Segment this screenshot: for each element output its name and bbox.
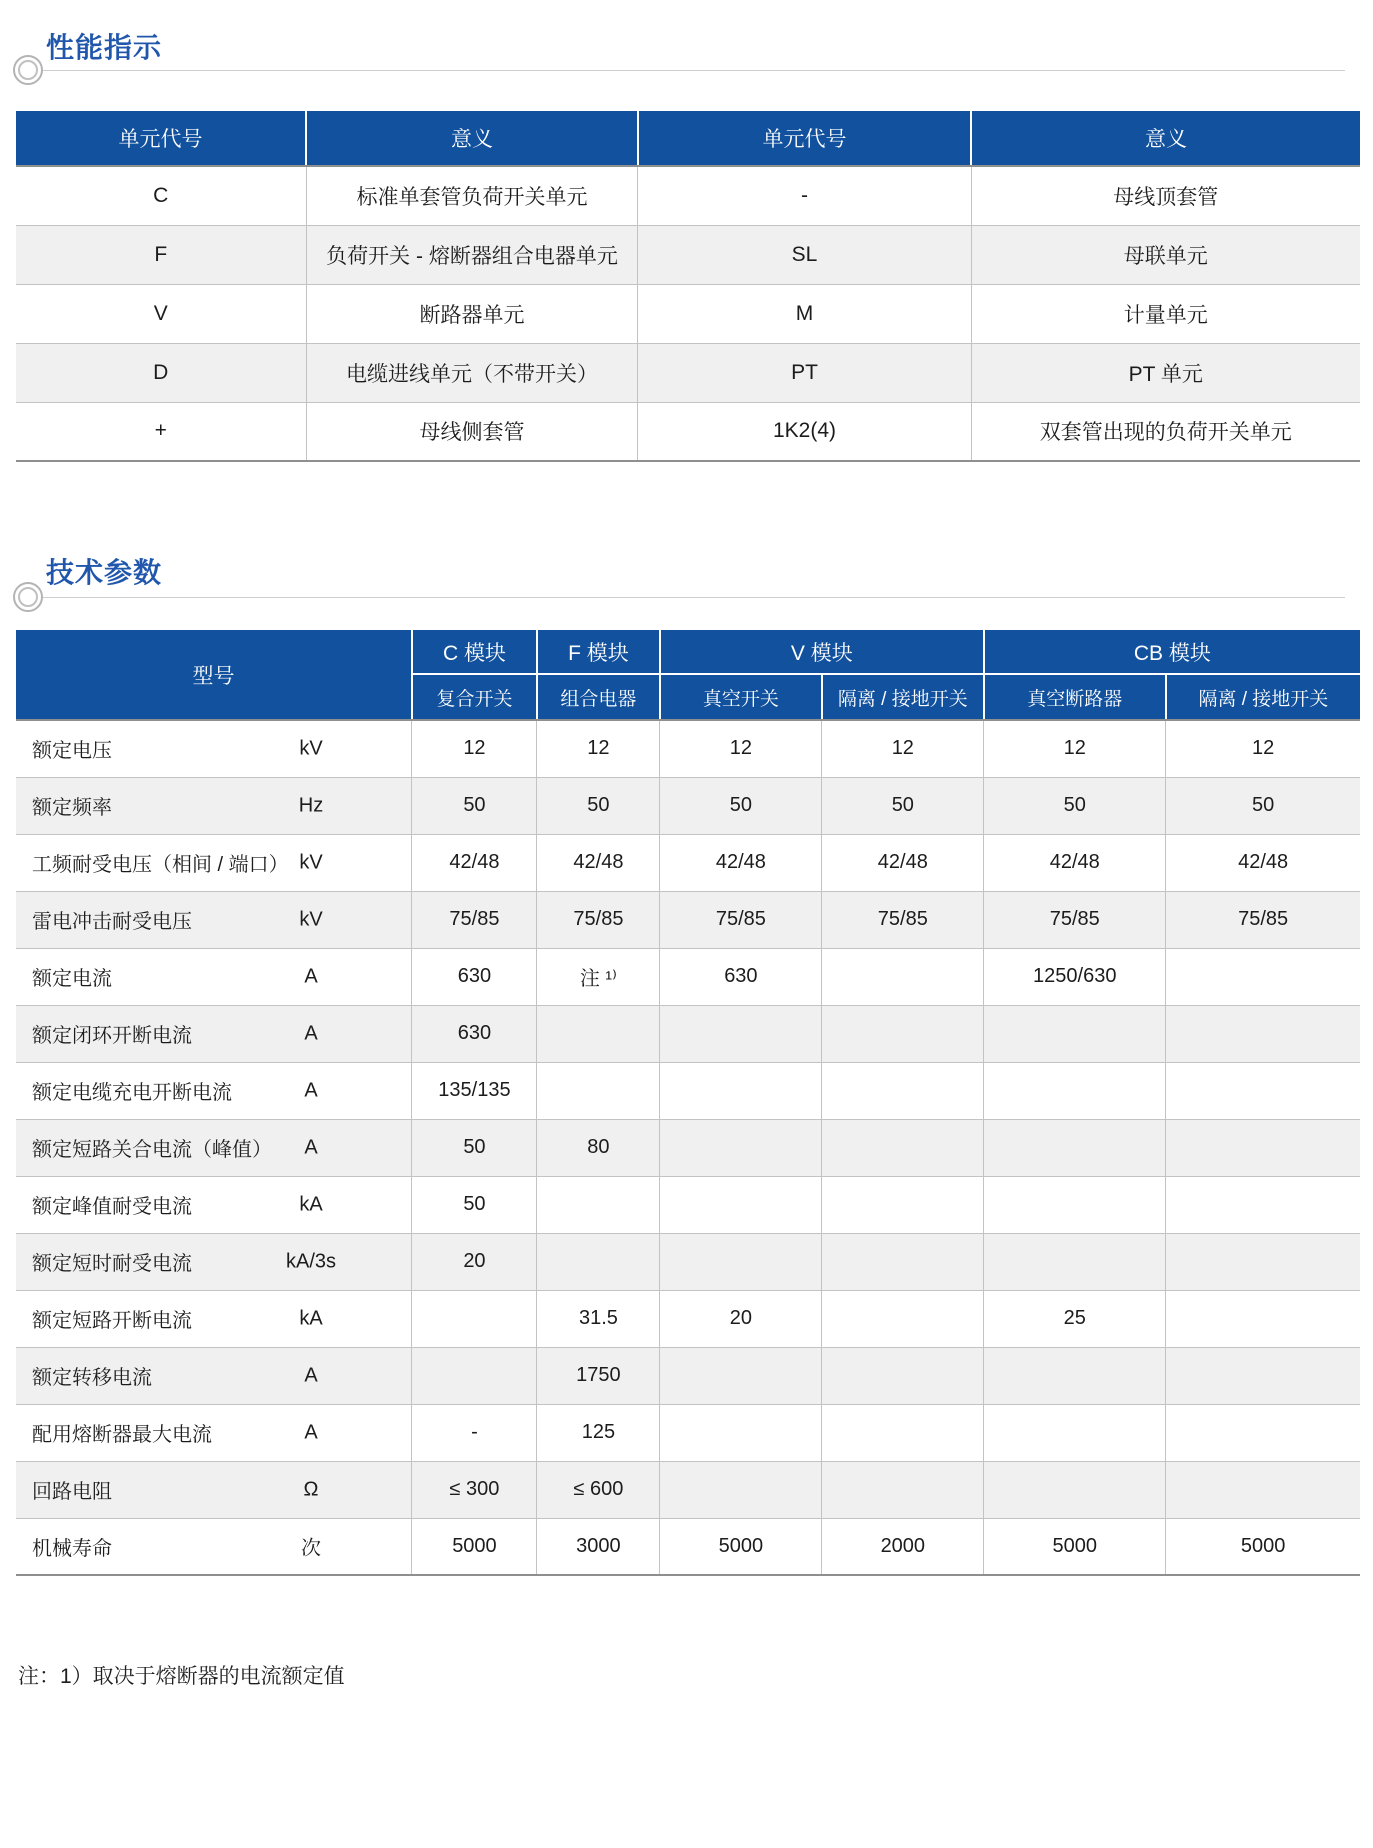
parameter-value-cell: 630	[412, 1005, 537, 1062]
parameter-unit: kA	[299, 1307, 323, 1329]
parameter-value-cell: 630	[660, 948, 822, 1005]
parameter-value-cell: 75/85	[537, 891, 660, 948]
parameter-value-cell: 1750	[537, 1347, 660, 1404]
parameter-unit: kV	[299, 737, 323, 760]
parameter-name: 额定闭环开断电流	[32, 1025, 192, 1047]
parameter-value-cell	[1166, 948, 1360, 1005]
parameter-value-cell: 125	[537, 1404, 660, 1461]
parameter-value-cell: 1250/630	[984, 948, 1166, 1005]
parameter-value-cell: 50	[537, 777, 660, 834]
parameter-row	[16, 1290, 1360, 1347]
parameter-value-cell	[1166, 1347, 1360, 1404]
parameter-value-cell	[537, 1005, 660, 1062]
parameter-cell	[16, 1062, 412, 1119]
parameter-value-cell: 75/85	[984, 891, 1166, 948]
parameter-value-cell: 12	[537, 720, 660, 777]
parameter-cell	[16, 720, 412, 777]
parameter-value-cell: 31.5	[537, 1290, 660, 1347]
footnote: 注：1）取决于熔断器的电流额定值	[18, 1665, 345, 1688]
parameter-cell	[16, 1347, 412, 1404]
parameter-unit: Hz	[298, 794, 324, 816]
parameter-value-cell	[537, 1176, 660, 1233]
parameter-row	[16, 1119, 1360, 1176]
parameter-name: 工频耐受电压（相间 / 端口）	[32, 854, 289, 876]
parameter-value-cell: 12	[1252, 737, 1275, 760]
parameter-value-cell	[822, 1290, 984, 1347]
parameter-name: 额定峰值耐受电流	[32, 1196, 192, 1218]
parameter-value-cell	[984, 1176, 1166, 1233]
parameter-row	[16, 777, 1360, 834]
parameter-value-cell	[1166, 1005, 1360, 1062]
parameter-value-cell: -	[412, 1404, 537, 1461]
parameters-table-body	[16, 720, 1360, 1575]
parameter-unit: A	[304, 1136, 318, 1158]
parameter-value-cell: 50	[412, 777, 537, 834]
unit-code-cell: C	[16, 166, 306, 225]
parameter-row	[16, 1518, 1360, 1575]
parameter-value-cell: 12	[822, 720, 984, 777]
parameter-value-cell: 42/48	[1166, 834, 1360, 891]
parameter-cell	[16, 1518, 412, 1575]
parameter-value-cell: 42/48	[537, 834, 660, 891]
parameter-cell	[16, 1404, 412, 1461]
parameter-value-cell	[984, 1005, 1166, 1062]
parameter-value-cell	[660, 1347, 822, 1404]
parameter-unit: kV	[299, 851, 323, 873]
parameter-value-cell	[660, 1233, 822, 1290]
parameter-name: 雷电冲击耐受电压	[32, 911, 192, 933]
unit-table-row	[16, 225, 1360, 284]
parameter-value-cell: 80	[537, 1119, 660, 1176]
unit-code-cell: +	[16, 402, 306, 461]
unit-code-table	[16, 111, 1360, 462]
unit-code-cell: F	[16, 225, 306, 284]
column-header-unit-code-2: 单元代号	[638, 111, 971, 166]
parameter-value-cell: 75/85	[412, 891, 537, 948]
parameter-value-cell	[822, 1062, 984, 1119]
parameter-value-cell	[1166, 1461, 1360, 1518]
parameter-name: 额定电缆充电开断电流	[32, 1082, 232, 1104]
parameter-name: 额定短路关合电流（峰值）	[32, 1139, 272, 1161]
parameter-value-cell: 75/85	[1166, 891, 1360, 948]
parameter-value-cell: 50	[660, 777, 822, 834]
parameter-value-cell	[822, 1005, 984, 1062]
parameter-unit: A	[304, 965, 318, 987]
parameter-unit: A	[304, 1364, 318, 1386]
parameter-name: 机械寿命	[32, 1537, 112, 1560]
parameter-name: 额定频率	[32, 797, 112, 819]
section-ring-icon	[13, 582, 43, 612]
parameter-value-cell	[1166, 1176, 1360, 1233]
module-header-row	[16, 630, 1360, 674]
unit-table-body	[16, 166, 1360, 461]
parameter-value-cell: 注 ¹⁾	[537, 948, 660, 1005]
parameter-value-cell: 5000	[1166, 1518, 1360, 1575]
parameter-value-cell	[412, 1290, 537, 1347]
parameter-row	[16, 948, 1360, 1005]
parameter-name: 额定转移电流	[32, 1367, 152, 1389]
parameter-value-cell: 50	[984, 777, 1166, 834]
parameter-cell	[16, 1005, 412, 1062]
parameter-unit: Ω	[303, 1478, 319, 1500]
section-ring-icon	[13, 55, 43, 85]
technical-parameters-table	[16, 630, 1360, 1576]
section-divider-line	[28, 70, 1345, 71]
parameter-value-cell	[822, 1347, 984, 1404]
parameter-value-cell	[660, 1062, 822, 1119]
parameter-unit: 次	[301, 1537, 321, 1560]
unit-code-cell: 1K2(4)	[638, 402, 971, 461]
section-title-performance: 性能指示	[46, 32, 163, 63]
parameter-value-cell: 20	[660, 1290, 822, 1347]
group-header-v-module: V 模块	[660, 630, 984, 674]
parameter-row	[16, 891, 1360, 948]
parameter-value-cell	[984, 1062, 1166, 1119]
group-header-cb-module: CB 模块	[984, 630, 1360, 674]
parameter-value-cell: 75/85	[660, 891, 822, 948]
group-header-f-module: F 模块	[537, 630, 660, 674]
unit-table-row	[16, 343, 1360, 402]
parameter-row	[16, 1176, 1360, 1233]
parameter-value-cell: 20	[412, 1233, 537, 1290]
parameter-value-cell: 42/48	[984, 834, 1166, 891]
subheader-isolating-earthing-switch-v: 隔离 / 接地开关	[822, 674, 984, 720]
parameter-value-cell: 12	[984, 720, 1166, 777]
unit-code-cell: PT	[638, 343, 971, 402]
subheader-vacuum-circuit-breaker: 真空断路器	[984, 674, 1166, 720]
subheader-composite-switch: 复合开关	[412, 674, 537, 720]
section-divider-line	[28, 597, 1345, 598]
parameter-row	[16, 834, 1360, 891]
unit-meaning-cell: 母线顶套管	[1113, 185, 1219, 209]
unit-meaning-cell: 负荷开关 - 熔断器组合电器单元	[306, 225, 638, 284]
parameter-value-cell: 5000	[660, 1518, 822, 1575]
unit-code-cell: D	[16, 343, 306, 402]
parameter-value-cell: 2000	[822, 1518, 984, 1575]
parameter-value-cell: ≤ 600	[537, 1461, 660, 1518]
parameter-value-cell	[660, 1005, 822, 1062]
parameter-value-cell	[984, 1347, 1166, 1404]
parameter-value-cell: 5000	[984, 1518, 1166, 1575]
unit-code-cell: V	[16, 284, 306, 343]
parameter-cell	[16, 1461, 412, 1518]
parameter-row	[16, 1461, 1360, 1518]
parameter-value-cell: 75/85	[822, 891, 984, 948]
parameter-cell	[16, 891, 412, 948]
parameter-cell	[16, 1119, 412, 1176]
unit-meaning-cell: 断路器单元	[306, 284, 638, 343]
parameter-row	[16, 1062, 1360, 1119]
parameter-value-cell: 5000	[412, 1518, 537, 1575]
parameter-cell	[16, 777, 412, 834]
parameter-row	[16, 1233, 1360, 1290]
column-header-meaning-2: 意义	[971, 111, 1360, 166]
parameter-value-cell	[660, 1461, 822, 1518]
parameter-unit: A	[304, 1421, 318, 1443]
parameter-value-cell	[822, 1233, 984, 1290]
parameter-value-cell	[822, 948, 984, 1005]
parameter-value-cell	[412, 1347, 537, 1404]
parameter-unit: kA/3s	[285, 1250, 337, 1272]
parameter-name: 额定短时耐受电流	[32, 1253, 192, 1275]
subheader-combined-apparatus: 组合电器	[537, 674, 660, 720]
parameter-unit: kV	[299, 908, 323, 930]
parameter-value-cell: 3000	[537, 1518, 660, 1575]
unit-meaning-cell: 电缆进线单元（不带开关）	[306, 343, 638, 402]
parameter-unit: A	[304, 1079, 318, 1101]
parameter-cell	[16, 1290, 412, 1347]
unit-code-cell: SL	[638, 225, 971, 284]
parameter-value-cell	[984, 1233, 1166, 1290]
unit-table-header-row	[16, 111, 1360, 166]
parameter-value-cell	[822, 1461, 984, 1518]
parameter-value-cell	[822, 1176, 984, 1233]
parameter-value-cell	[1166, 1233, 1360, 1290]
parameter-cell	[16, 948, 412, 1005]
parameter-value-cell	[984, 1404, 1166, 1461]
parameter-row	[16, 1347, 1360, 1404]
parameter-row	[16, 1005, 1360, 1062]
parameter-value-cell	[984, 1461, 1166, 1518]
column-header-unit-code-1: 单元代号	[16, 111, 306, 166]
parameter-value-cell: 50	[412, 1176, 537, 1233]
parameter-name: 回路电阻	[32, 1481, 112, 1503]
parameter-row	[16, 1404, 1360, 1461]
parameter-value-cell: 50	[822, 777, 984, 834]
parameter-value-cell	[660, 1404, 822, 1461]
parameter-value-cell: 630	[412, 948, 537, 1005]
group-header-c-module: C 模块	[412, 630, 537, 674]
parameter-value-cell	[660, 1176, 822, 1233]
unit-meaning-cell: 母线侧套管	[306, 402, 638, 461]
unit-meaning-cell: 计量单元	[971, 284, 1360, 343]
unit-table-row	[16, 284, 1360, 343]
unit-meaning-cell: PT 单元	[971, 343, 1360, 402]
parameter-name: 额定电压	[32, 740, 112, 763]
parameter-value-cell: 42/48	[660, 834, 822, 891]
parameter-value-cell	[1166, 1062, 1360, 1119]
parameter-value-cell	[1166, 1290, 1360, 1347]
parameter-value-cell: 12	[660, 720, 822, 777]
subheader-isolating-earthing-switch-cb: 隔离 / 接地开关	[1166, 674, 1360, 720]
parameter-value-cell: 42/48	[412, 834, 537, 891]
parameter-value-cell	[822, 1119, 984, 1176]
parameter-value-cell: 25	[984, 1290, 1166, 1347]
parameter-value-cell: 42/48	[822, 834, 984, 891]
parameter-value-cell	[1166, 1404, 1360, 1461]
parameter-name: 额定短路开断电流	[32, 1310, 192, 1332]
parameter-value-cell: 135/135	[412, 1062, 537, 1119]
parameter-value-cell	[822, 1404, 984, 1461]
parameter-unit: A	[304, 1022, 318, 1044]
section-title-parameters: 技术参数	[46, 557, 163, 588]
parameter-value-cell: 50	[1166, 777, 1360, 834]
parameter-name: 额定电流	[32, 968, 112, 990]
unit-table-row	[16, 166, 1360, 225]
parameter-name: 配用熔断器最大电流	[32, 1424, 212, 1446]
column-header-meaning-1: 意义	[306, 111, 638, 166]
parameter-value-cell	[984, 1119, 1166, 1176]
subheader-vacuum-switch: 真空开关	[660, 674, 822, 720]
parameter-unit: kA	[299, 1193, 323, 1215]
parameter-value-cell	[537, 1062, 660, 1119]
parameter-value-cell: 50	[412, 1119, 537, 1176]
model-header: 型号	[16, 630, 412, 720]
unit-table-row	[16, 402, 1360, 461]
unit-meaning-cell: 母联单元	[971, 225, 1360, 284]
parameter-value-cell: 12	[412, 720, 537, 777]
parameter-row	[16, 720, 1360, 777]
parameter-cell	[16, 1176, 412, 1233]
unit-meaning-cell: 双套管出现的负荷开关单元	[971, 402, 1360, 461]
parameter-value-cell: ≤ 300	[412, 1461, 537, 1518]
parameter-value-cell	[1166, 1119, 1360, 1176]
unit-code-cell: M	[638, 284, 971, 343]
parameter-cell	[16, 1233, 412, 1290]
unit-meaning-cell: 标准单套管负荷开关单元	[306, 166, 638, 225]
unit-code-cell: -	[638, 166, 971, 225]
parameter-value-cell	[537, 1233, 660, 1290]
parameter-value-cell	[660, 1119, 822, 1176]
parameter-cell	[16, 834, 412, 891]
